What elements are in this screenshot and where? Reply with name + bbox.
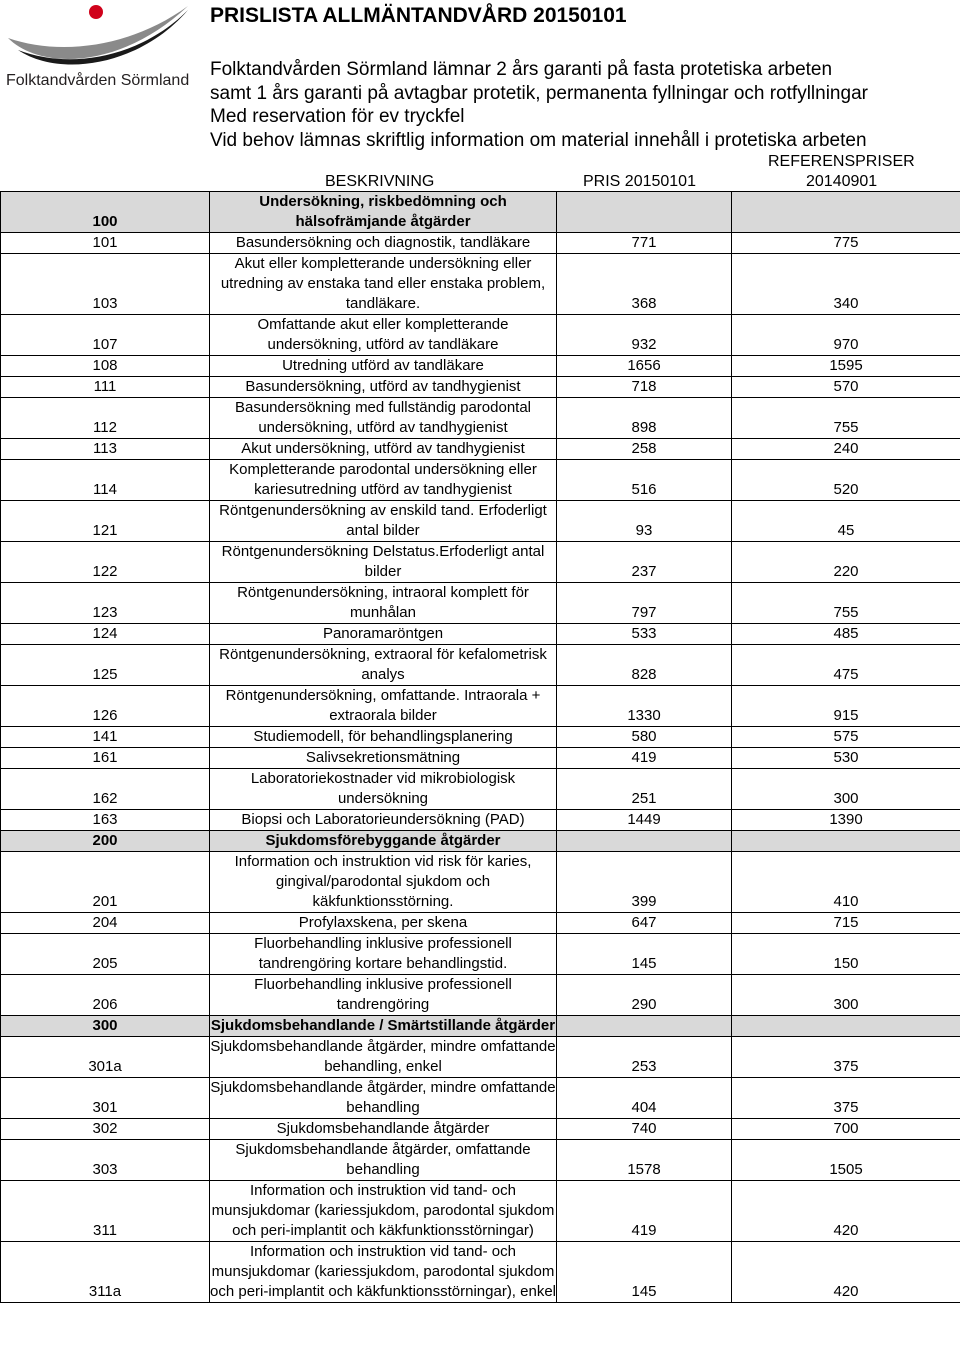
row-price: 419 [557,1181,732,1242]
table-row [1,233,960,254]
table-row [1,315,960,356]
row-description: Sjukdomsbehandlande åtgärder [210,1119,557,1140]
row-reference-price: 45 [732,501,960,542]
row-code: 161 [1,748,210,769]
row-price: 253 [557,1037,732,1078]
table-row [1,748,960,769]
row-description: Undersökning, riskbedömning och hälsofrämjande åtgärder [210,192,557,233]
row-code: 162 [1,769,210,810]
row-code: 113 [1,439,210,460]
row-description: Omfattande akut eller kompletterande undersökning, utförd av tandläkare [210,315,557,356]
row-description: Sjukdomsbehandlande åtgärder, mindre omfattande behandling [210,1078,557,1119]
row-reference-price: 375 [732,1078,960,1119]
row-description: Panoramaröntgen [210,624,557,645]
row-description: Basundersökning och diagnostik, tandläkare [210,233,557,254]
table-row [1,356,960,377]
row-price: 399 [557,852,732,913]
row-description: Information och instruktion vid tand- och munsjukdomar (kariessjukdom, parodontal sjukdom och peri-implantit och käkfunktionsstörningar) [210,1181,557,1242]
table-row [1,934,960,975]
table-row [1,1078,960,1119]
row-price: 419 [557,748,732,769]
row-code: 311a [1,1242,210,1303]
row-description: Information och instruktion vid tand- och munsjukdomar (kariessjukdom, parodontal sjukdom och peri-implantit och käkfunktionsstörningar), enkel [210,1242,557,1303]
table-row [1,254,960,315]
row-reference-price: 700 [732,1119,960,1140]
row-reference-price: 475 [732,645,960,686]
table-row [1,727,960,748]
note-line: Med reservation för ev tryckfel [210,106,465,127]
table-row [1,624,960,645]
row-price: 718 [557,377,732,398]
row-description: Sjukdomsförebyggande åtgärder [210,831,557,852]
table-row [1,542,960,583]
row-reference-price: 715 [732,913,960,934]
row-code: 100 [1,192,210,233]
section-row [1,831,960,852]
row-reference-price: 220 [732,542,960,583]
row-description: Röntgenundersökning Delstatus.Erfoderligt antal bilder [210,542,557,583]
row-reference-price [732,192,960,233]
row-code: 108 [1,356,210,377]
section-row [1,192,960,233]
row-price: 771 [557,233,732,254]
table-row [1,1037,960,1078]
row-description: Sjukdomsbehandlande åtgärder, omfattande behandling [210,1140,557,1181]
row-code: 121 [1,501,210,542]
row-code: 112 [1,398,210,439]
row-reference-price: 775 [732,233,960,254]
row-reference-price: 375 [732,1037,960,1078]
row-code: 301 [1,1078,210,1119]
row-price: 740 [557,1119,732,1140]
header-description: BESKRIVNING [325,173,435,190]
page-title: PRISLISTA ALLMÄNTANDVÅRD 20150101 [210,4,627,27]
row-price: 516 [557,460,732,501]
row-reference-price: 520 [732,460,960,501]
row-price [557,192,732,233]
row-reference-price: 915 [732,686,960,727]
row-code: 111 [1,377,210,398]
row-reference-price: 340 [732,254,960,315]
notes [210,58,868,152]
table-row [1,769,960,810]
row-price: 1578 [557,1140,732,1181]
table-row [1,398,960,439]
row-price: 647 [557,913,732,934]
row-reference-price: 485 [732,624,960,645]
table-row [1,1181,960,1242]
row-description: Fluorbehandling inklusive professionell tandrengöring [210,975,557,1016]
table-row [1,975,960,1016]
row-reference-price: 755 [732,398,960,439]
table-row [1,852,960,913]
row-reference-price [732,1016,960,1037]
row-code: 126 [1,686,210,727]
table-row [1,501,960,542]
row-code: 103 [1,254,210,315]
logo-text: Folktandvården Sörmland [6,72,190,89]
row-code: 141 [1,727,210,748]
row-price: 1656 [557,356,732,377]
row-price [557,831,732,852]
row-code: 107 [1,315,210,356]
row-description: Biopsi och Laboratorieundersökning (PAD) [210,810,557,831]
row-price: 898 [557,398,732,439]
row-code: 125 [1,645,210,686]
row-description: Röntgenundersökning, extraoral för kefalometrisk analys [210,645,557,686]
row-description: Akut eller kompletterande undersökning eller utredning av enstaka tand eller enstaka problem, tandläkare. [210,254,557,315]
row-description: Röntgenundersökning, intraoral komplett för munhålan [210,583,557,624]
table-row [1,1119,960,1140]
row-reference-price: 300 [732,769,960,810]
row-code: 122 [1,542,210,583]
row-code: 200 [1,831,210,852]
row-code: 204 [1,913,210,934]
price-table [0,191,960,1303]
table-row [1,460,960,501]
row-code: 206 [1,975,210,1016]
table-row [1,810,960,831]
row-reference-price: 410 [732,852,960,913]
row-code: 101 [1,233,210,254]
row-reference-price: 1390 [732,810,960,831]
row-reference-price [732,831,960,852]
header-ref-line2: 20140901 [806,173,878,190]
row-description: Salivsekretionsmätning [210,748,557,769]
row-reference-price: 1595 [732,356,960,377]
row-reference-price: 300 [732,975,960,1016]
row-price [557,1016,732,1037]
header-ref-line1: REFERENSPRISER [768,153,915,170]
row-description: Kompletterande parodontal undersökning eller kariesutredning utförd av tandhygienist [210,460,557,501]
table-row [1,439,960,460]
row-code: 114 [1,460,210,501]
row-price: 797 [557,583,732,624]
row-reference-price: 530 [732,748,960,769]
row-code: 163 [1,810,210,831]
table-row [1,1140,960,1181]
row-code: 201 [1,852,210,913]
row-reference-price: 570 [732,377,960,398]
logo [0,0,200,100]
row-price: 932 [557,315,732,356]
row-price: 828 [557,645,732,686]
row-description: Basundersökning, utförd av tandhygienist [210,377,557,398]
row-description: Fluorbehandling inklusive professionell tandrengöring kortare behandlingstid. [210,934,557,975]
row-description: Studiemodell, för behandlingsplanering [210,727,557,748]
row-description: Utredning utförd av tandläkare [210,356,557,377]
row-description: Sjukdomsbehandlande / Smärtstillande åtgärder [210,1016,557,1037]
row-code: 301a [1,1037,210,1078]
row-price: 237 [557,542,732,583]
row-reference-price: 420 [732,1181,960,1242]
row-price: 368 [557,254,732,315]
row-price: 1330 [557,686,732,727]
row-code: 303 [1,1140,210,1181]
row-price: 533 [557,624,732,645]
section-row [1,1016,960,1037]
row-description: Röntgenundersökning av enskild tand. Erfoderligt antal bilder [210,501,557,542]
row-price: 145 [557,1242,732,1303]
row-description: Information och instruktion vid risk för karies, gingival/parodontal sjukdom och käkfunktionsstörning. [210,852,557,913]
row-description: Profylaxskena, per skena [210,913,557,934]
row-reference-price: 1505 [732,1140,960,1181]
note-line: Vid behov lämnas skriftlig information om material innehåll i protetiska arbeten [210,129,867,151]
row-reference-price: 755 [732,583,960,624]
row-code: 302 [1,1119,210,1140]
row-price: 580 [557,727,732,748]
row-reference-price: 970 [732,315,960,356]
table-row [1,645,960,686]
row-price: 93 [557,501,732,542]
table-row [1,377,960,398]
row-price: 258 [557,439,732,460]
row-price: 251 [557,769,732,810]
row-price: 404 [557,1078,732,1119]
row-description: Basundersökning med fullständig parodontal undersökning, utförd av tandhygienist [210,398,557,439]
row-reference-price: 420 [732,1242,960,1303]
row-price: 1449 [557,810,732,831]
row-code: 205 [1,934,210,975]
row-code: 124 [1,624,210,645]
table-row [1,913,960,934]
row-description: Laboratoriekostnader vid mikrobiologisk undersökning [210,769,557,810]
row-code: 123 [1,583,210,624]
row-description: Akut undersökning, utförd av tandhygienist [210,439,557,460]
row-reference-price: 575 [732,727,960,748]
table-row [1,686,960,727]
note-line: Folktandvården Sörmland lämnar 2 års garanti på fasta protetiska arbeten [210,59,833,80]
row-description: Röntgenundersökning, omfattande. Intraorala + extraorala bilder [210,686,557,727]
row-code: 300 [1,1016,210,1037]
row-price: 145 [557,934,732,975]
row-price: 290 [557,975,732,1016]
row-reference-price: 150 [732,934,960,975]
table-row [1,583,960,624]
note-line: samt 1 års garanti på avtagbar protetik, permanenta fyllningar och rotfyllningar [210,82,868,104]
logo-swoosh-icon [0,0,200,70]
row-reference-price: 240 [732,439,960,460]
row-code: 311 [1,1181,210,1242]
header-price: PRIS 20150101 [583,173,696,190]
table-row [1,1242,960,1303]
row-description: Sjukdomsbehandlande åtgärder, mindre omfattande behandling, enkel [210,1037,557,1078]
